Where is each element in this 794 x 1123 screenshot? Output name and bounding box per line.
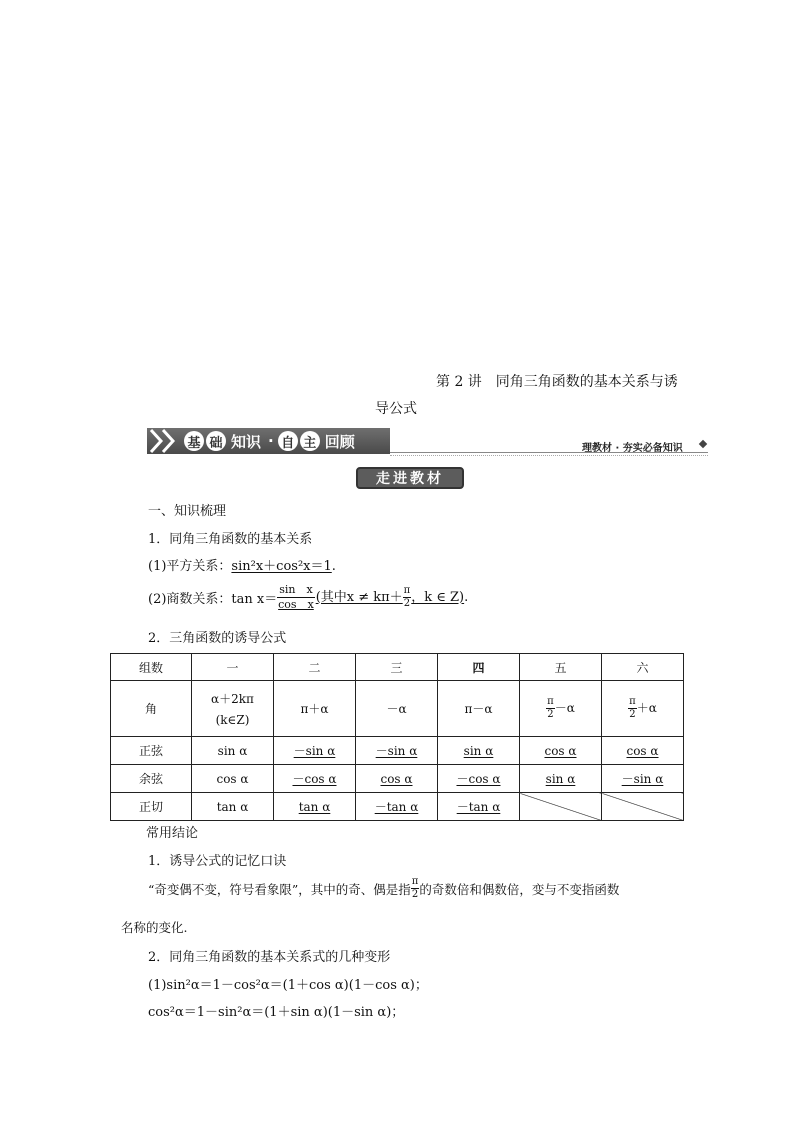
conclusion-heading: 1．诱导公式的记忆口诀 <box>148 854 287 869</box>
table-row-tangent <box>111 793 684 821</box>
table-cell: －sin α <box>602 765 684 793</box>
mnemonic-paragraph: “奇变偶不变，符号看象限”，其中的奇、偶是指 $\frac{\pi}{2}$ 的奇数倍和偶数倍，变与不变指函数 <box>148 876 620 900</box>
banner-char: 础 <box>206 431 226 451</box>
subsection-heading: 1．同角三角函数的基本关系 <box>148 532 313 547</box>
table-cell: π－α <box>438 681 520 737</box>
table-cell: cos α <box>356 765 438 793</box>
banner-text: 知识 <box>231 432 262 451</box>
sub-banner-label: 走进教材 <box>376 471 444 487</box>
table-cell: tan α <box>192 793 274 821</box>
chevron-arrows-icon <box>147 428 183 454</box>
mnemonic-paragraph-end: 名称的变化. <box>121 920 188 935</box>
section-heading: 一、知识梳理 <box>148 504 227 519</box>
table-cell: cos α <box>192 765 274 793</box>
sub-banner <box>356 467 464 489</box>
table-row-label: 角 <box>111 681 192 737</box>
table-cell: π＋α <box>274 681 356 737</box>
table-header-cell: 二 <box>274 654 356 681</box>
banner-char: 主 <box>300 431 320 451</box>
table-row-cosine <box>111 765 684 793</box>
quotient-condition: (其中x ≠ kπ＋ $\frac{\pi}{2}$ ，k ∈ Z) <box>315 584 465 609</box>
table-cell: －α <box>356 681 438 737</box>
table-cell: －cos α <box>438 765 520 793</box>
formula-line: cos²α＝1－sin²α＝(1＋sin α)(1－sin α)； <box>148 1005 405 1020</box>
table-cell: sin α <box>520 765 602 793</box>
table-cell: cos α <box>520 737 602 765</box>
banner-divider-dotted <box>390 455 708 457</box>
quotient-fraction: $\frac{\text{sin x}}{\text{cos x}}$ <box>278 583 314 611</box>
table-cell: sin α <box>192 737 274 765</box>
table-header-cell: 三 <box>356 654 438 681</box>
table-cell: tan α <box>274 793 356 821</box>
banner-right-text: 理教材 · 夯实必备知识 <box>582 443 683 454</box>
table-cell-empty <box>602 793 684 821</box>
square-relation: (1)平方关系：sin²x＋cos²x＝1. <box>148 559 336 574</box>
induction-formula-table <box>110 653 684 821</box>
table-header-row <box>111 654 684 681</box>
table-cell: α＋2kπ (k∈Z) <box>192 681 274 737</box>
subsection-heading: 2．三角函数的诱导公式 <box>148 631 287 646</box>
banner-char: 基 <box>184 431 204 451</box>
diamond-icon <box>699 440 707 448</box>
table-header-cell: 五 <box>520 654 602 681</box>
table-cell-empty <box>520 793 602 821</box>
table-cell: $\frac{\pi}{2}$ ＋α <box>602 681 684 737</box>
quotient-relation: (2)商数关系：tan x＝ $\frac{\text{sin x}}{\text{cos x}}$ (其中x ≠ kπ＋ $\frac{\pi}{2}$ ，k ∈ Z) . <box>148 583 469 611</box>
table-cell: sin α <box>438 737 520 765</box>
table-row-angle <box>111 681 684 737</box>
table-header-cell: 四 <box>438 654 520 681</box>
banner-char: 自 <box>278 431 298 451</box>
banner-dot: · <box>268 432 274 450</box>
table-cell: －tan α <box>438 793 520 821</box>
table-cell: －sin α <box>356 737 438 765</box>
table-header-cell: 组数 <box>111 654 192 681</box>
table-row-label: 余弦 <box>111 765 192 793</box>
table-cell: －sin α <box>274 737 356 765</box>
table-cell: $\frac{\pi}{2}$ －α <box>520 681 602 737</box>
table-row-sine <box>111 737 684 765</box>
conclusion-title: 常用结论 <box>146 826 199 841</box>
table-cell: －cos α <box>274 765 356 793</box>
page-title-line2: 导公式 <box>375 401 417 417</box>
table-row-label: 正切 <box>111 793 192 821</box>
table-cell: －tan α <box>356 793 438 821</box>
page-title-line1: 第 2 讲 同角三角函数的基本关系与诱 <box>436 374 678 390</box>
conclusion-heading: 2．同角三角函数的基本关系式的几种变形 <box>148 950 391 965</box>
square-formula: sin²x＋cos²x＝1 <box>231 559 332 574</box>
table-row-label: 正弦 <box>111 737 192 765</box>
section-banner <box>147 428 390 454</box>
table-header-cell: 一 <box>192 654 274 681</box>
formula-line: (1)sin²α＝1－cos²α＝(1＋cos α)(1－cos α)； <box>148 978 428 993</box>
table-header-cell: 六 <box>602 654 684 681</box>
table-cell: cos α <box>602 737 684 765</box>
banner-text: 回顾 <box>324 432 355 451</box>
